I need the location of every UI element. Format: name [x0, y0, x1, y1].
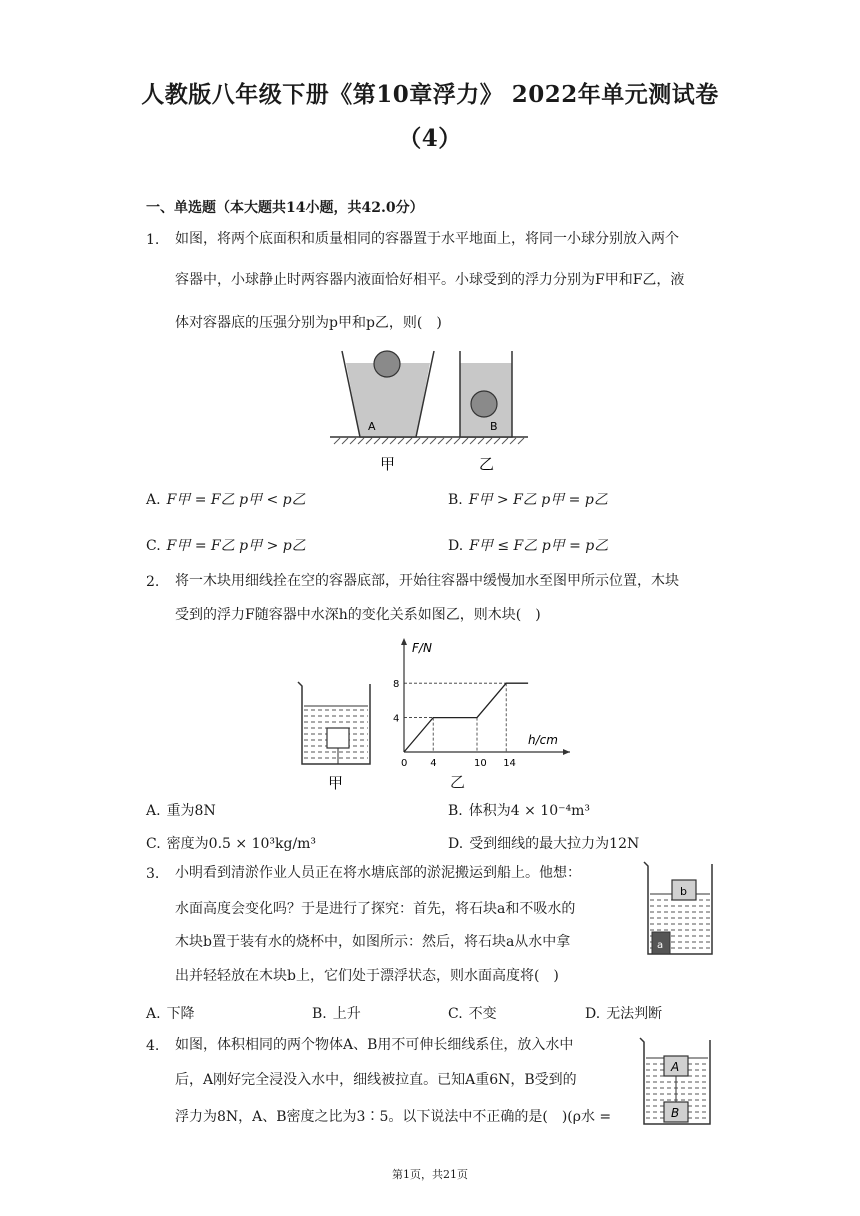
section-heading: 一、单选题（本大题共14小题，共42.0分）	[146, 200, 424, 216]
page-title-sub: （4）	[398, 125, 462, 152]
option-c[interactable]: C. 不变	[448, 1006, 497, 1022]
fig-label-yi: 乙	[479, 455, 495, 473]
fig-label-a: a	[657, 940, 664, 951]
fig-label-yi: 乙	[450, 773, 466, 791]
figure-containers	[320, 345, 540, 475]
question-number: 2.	[146, 574, 160, 590]
question-number: 1.	[146, 232, 160, 248]
x-axis-label: h/cm	[528, 733, 558, 747]
question-number: 4.	[146, 1038, 160, 1054]
x-tick-label: 0	[401, 758, 408, 769]
option-c[interactable]: C. F甲 = F乙 p甲 > p乙	[146, 538, 306, 554]
figure-beaker-AB	[636, 1034, 716, 1130]
figure-beaker-ab	[640, 858, 718, 958]
y-axis-label: F/N	[412, 641, 432, 655]
question-text: 如图，体积相同的两个物体A、B用不可伸长细线系住，放入水中	[175, 1037, 574, 1053]
fig-label-jia: 甲	[328, 774, 344, 792]
option-d[interactable]: D. F甲 ≤ F乙 p甲 = p乙	[448, 538, 609, 554]
option-d[interactable]: D. 无法判断	[585, 1006, 663, 1022]
series-line	[404, 683, 528, 752]
x-axis-arrow	[563, 749, 570, 755]
option-d[interactable]: D. 受到细线的最大拉力为12N	[448, 836, 640, 852]
x-tick-label: 10	[474, 758, 487, 769]
f-h-graph	[388, 634, 574, 792]
x-tick-label: 14	[503, 758, 516, 769]
fig-label-a: A	[368, 420, 376, 433]
option-b[interactable]: B. 体积为4 × 10⁻⁴m³	[448, 803, 590, 819]
question-text: 受到的浮力F随容器中水深h的变化关系如图乙，则木块( )	[175, 607, 541, 623]
page-title: 人教版八年级下册《第10章浮力》 2022年单元测试卷	[141, 81, 719, 108]
question-text: 后，A刚好完全浸没入水中，细线被拉直。已知A重6N，B受到的	[175, 1072, 577, 1088]
fig-label-b: B	[671, 1106, 680, 1120]
question-text: 容器中，小球静止时两容器内液面恰好相平。小球受到的浮力分别为F甲和F乙，液	[175, 272, 685, 288]
fig-label-b: b	[680, 885, 687, 898]
question-text: 浮力为8N，A、B密度之比为3∶5。以下说法中不正确的是( )(ρ水 =	[175, 1109, 612, 1125]
fig-label-jia: 甲	[380, 455, 396, 473]
option-b[interactable]: B. F甲 > F乙 p甲 = p乙	[448, 492, 608, 508]
question-text: 木块b置于装有水的烧杯中，如图所示：然后，将石块a从水中拿	[175, 934, 571, 950]
fig-label-a: A	[671, 1060, 680, 1074]
question-text: 体对容器底的压强分别为p甲和p乙，则( )	[175, 315, 442, 331]
option-b[interactable]: B. 上升	[312, 1006, 361, 1022]
option-a[interactable]: A. 下降	[146, 1006, 195, 1022]
y-axis-arrow	[401, 638, 407, 645]
option-a[interactable]: A. 重为8N	[146, 803, 216, 819]
question-text: 如图，将两个底面积和质量相同的容器置于水平地面上，将同一小球分别放入两个	[175, 231, 679, 247]
x-tick-label: 4	[430, 758, 437, 769]
question-text: 将一木块用细线拴在空的容器底部，开始往容器中缓慢加水至图甲所示位置，木块	[175, 573, 679, 589]
fig-label-b: B	[490, 420, 498, 433]
y-tick-label: 4	[393, 713, 400, 725]
option-c[interactable]: C. 密度为0.5 × 10³kg/m³	[146, 836, 317, 852]
question-text: 小明看到清淤作业人员正在将水塘底部的淤泥搬运到船上。他想：	[175, 865, 581, 881]
question-text: 出并轻轻放在木块b上，它们处于漂浮状态，则水面高度将( )	[175, 968, 559, 984]
figure-beaker	[292, 676, 378, 796]
page-footer: 第1页，共21页	[392, 1168, 468, 1181]
question-text: 水面高度会变化吗？于是进行了探究：首先，将石块a和不吸水的	[175, 901, 576, 917]
y-tick-label: 8	[393, 679, 400, 691]
question-number: 3.	[146, 866, 160, 882]
option-a[interactable]: A. F甲 = F乙 p甲 < p乙	[146, 492, 306, 508]
